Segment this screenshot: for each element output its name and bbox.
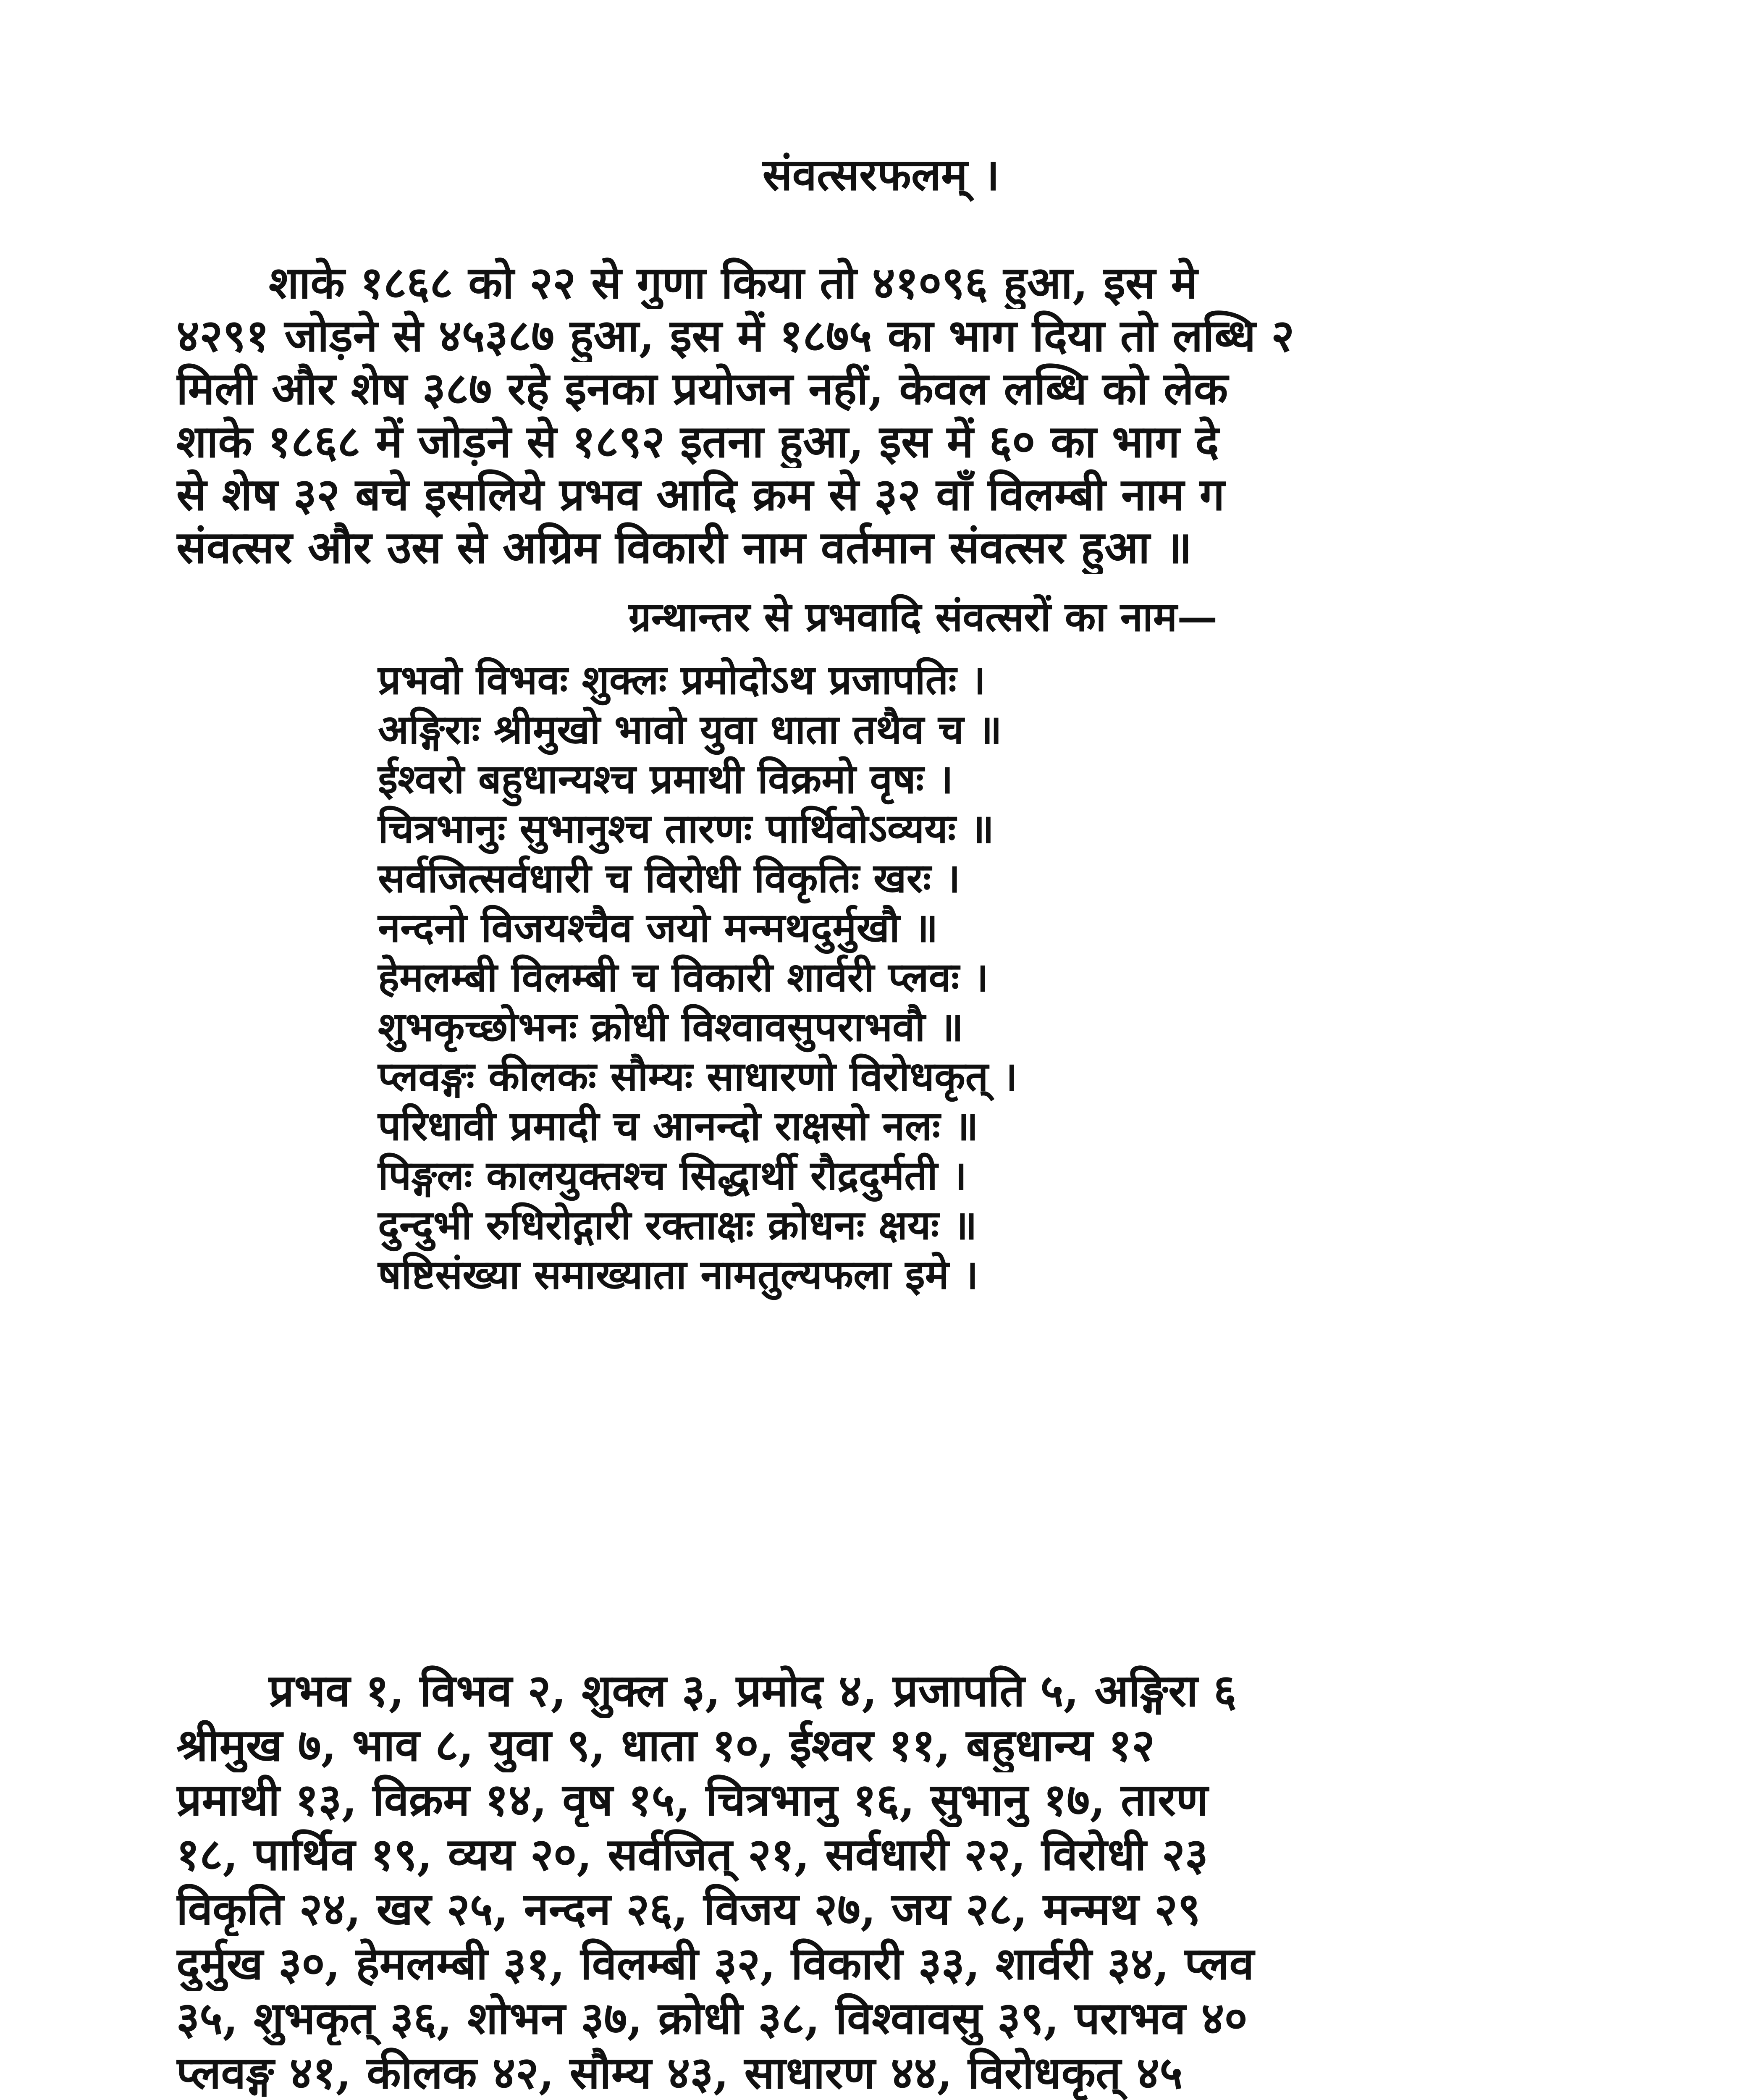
list-line: प्रभव १, विभव २, शुक्ल ३, प्रमोद ४, प्रजापति ५, अङ्गिरा ६: [269, 1664, 1237, 1717]
verse-line: परिधावी प्रमादी च आनन्दो राक्षसो नलः ॥: [378, 1102, 978, 1150]
verse-heading: ग्रन्थान्तर से प्रभवादि संवत्सरों का नाम—: [628, 593, 1218, 640]
verse-line: ईश्वरो बहुधान्यश्च प्रमाथी विक्रमो वृषः ।: [378, 755, 953, 803]
verse-block: [378, 655, 1722, 1299]
paragraph-line: से शेष ३२ बचे इसलिये प्रभव आदि क्रम से ३२ वाँ विलम्बी नाम ग: [176, 468, 1225, 520]
list-line: विकृति २४, खर २५, नन्दन २६, विजय २७, जय २८, मन्मथ २९: [176, 1882, 1201, 1935]
verse-line: प्लवङ्गः कीलकः सौम्यः साधारणो विरोधकृत् ।: [378, 1053, 1018, 1100]
samvatsara-list: [176, 1663, 1738, 2100]
verse-line: हेमलम्बी विलम्बी च विकारी शार्वरी प्लवः ।: [378, 953, 989, 1001]
list-line: प्लवङ्ग ४१, कीलक ४२, सौम्य ४३, साधारण ४४, विरोधकृत् ४५: [176, 2046, 1183, 2099]
verse-line: शुभकृच्छोभनः क्रोधी विश्वावसुपराभवौ ॥: [378, 1003, 964, 1050]
verse-line: चित्रभानुः सुभानुश्च तारणः पार्थिवोऽव्ययः ॥: [378, 805, 994, 852]
paragraph-line: संवत्सर और उस से अग्रिम विकारी नाम वर्तमान संवत्सर हुआ ॥: [176, 521, 1192, 573]
list-line: दुर्मुख ३०, हेमलम्बी ३१, विलम्बी ३२, विकारी ३३, शार्वरी ३४, प्लव: [176, 1937, 1254, 1990]
paragraph-line: मिली और शेष ३८७ रहे इनका प्रयोजन नहीं, केवल लब्धि को लेक: [176, 362, 1228, 415]
verse-line: पिङ्गलः कालयुक्तश्च सिद्धार्थी रौद्रदुर्मती ।: [378, 1152, 967, 1199]
verse-line: षष्टिसंख्या समाख्याता नामतुल्यफला इमे ।: [378, 1251, 978, 1298]
list-line: प्रमाथी १३, विक्रम १४, वृष १५, चित्रभानु १६, सुभानु १७, तारण: [176, 1773, 1208, 1826]
verse-line: सर्वजित्सर्वधारी च विरोधी विकृतिः खरः ।: [378, 854, 960, 902]
paragraph-line: शाके १८६८ को २२ से गुणा किया तो ४१०९६ हुआ, इस मे: [269, 256, 1198, 309]
paragraph-line: शाके १८६८ में जोड़ने से १८९२ इतना हुआ, इस में ६० का भाग दे: [176, 415, 1219, 467]
verse-line: दुन्दुभी रुधिरोद्गारी रक्ताक्षः क्रोधनः क्षयः ॥: [378, 1201, 977, 1249]
verse-line: प्रभवो विभवः शुक्लः प्रमोदोऽथ प्रजापतिः ।: [378, 656, 986, 704]
paragraph: [176, 256, 1738, 574]
page-title: संवत्सरफलम् ।: [762, 148, 1000, 200]
verse-line: नन्दनो विजयश्चैव जयो मन्मथदुर्मुखौ ॥: [378, 904, 938, 951]
list-line: श्रीमुख ७, भाव ८, युवा ९, धाता १०, ईश्वर ११, बहुधान्य १२: [176, 1719, 1155, 1771]
verse-line: अङ्गिराः श्रीमुखो भावो युवा धाता तथैव च ॥: [378, 706, 1002, 753]
paragraph-line: ४२९१ जोड़ने से ४५३८७ हुआ, इस में १८७५ का भाग दिया तो लब्धि २: [176, 309, 1295, 362]
list-line: १८, पार्थिव १९, व्यय २०, सर्वजित् २१, सर्वधारी २२, विरोधी २३: [176, 1828, 1208, 1880]
list-line: ३५, शुभकृत् ३६, शोभन ३७, क्रोधी ३८, विश्वावसु ३९, पराभव ४०: [176, 1992, 1248, 2044]
